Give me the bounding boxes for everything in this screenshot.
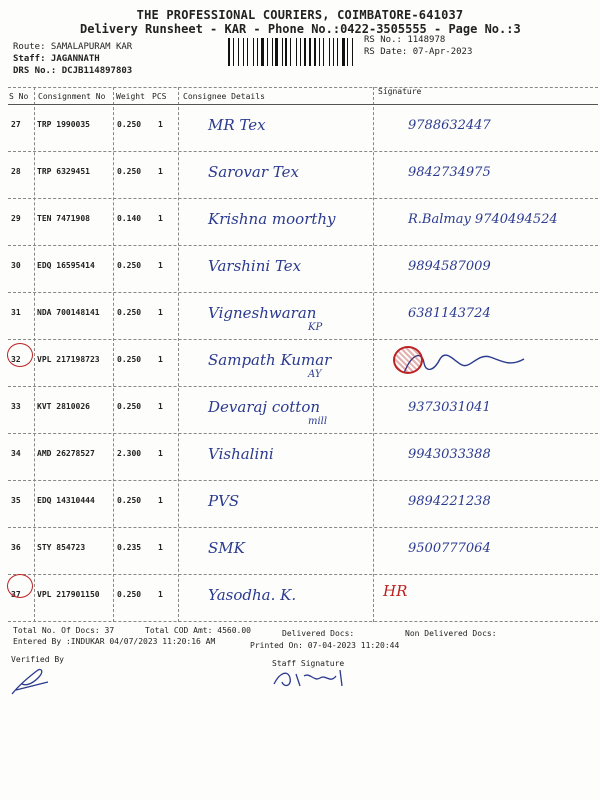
sno-cell: 32 [11,355,21,364]
consignment-cell: STY 854723 [37,543,86,552]
pcs-cell: 1 [158,167,163,176]
consignment-cell: TRP 6329451 [37,167,90,176]
weight-cell: 0.250 [117,167,142,176]
weight-cell: 0.235 [117,543,142,552]
col-header-weight: Weight [116,92,145,101]
pcs-cell: 1 [158,543,163,552]
pcs-cell: 1 [158,308,163,317]
pcs-cell: 1 [158,590,163,599]
company-title: THE PROFESSIONAL COURIERS, COIMBATORE-641037 [136,8,464,22]
col-header-consignee: Consignee Details [183,92,265,101]
signature-mark: 9788632447 [408,118,491,133]
staff-signature-mark [270,664,360,692]
runsheet-table [8,87,598,622]
sno-cell: 33 [11,402,21,411]
sno-cell: 30 [11,261,21,270]
table-row [8,245,598,292]
sno-cell: 37 [11,590,21,599]
table-row [8,339,598,386]
verified-by: Verified By [11,655,64,664]
pcs-cell: 1 [158,214,163,223]
total-docs: Total No. Of Docs: 37 [13,626,115,635]
signature-mark: HR [383,582,408,600]
col-header-sno: S No [9,92,29,101]
signature-mark: 9500777064 [408,541,491,556]
pcs-cell: 1 [158,449,163,458]
sno-cell: 29 [11,214,21,223]
sno-cell: 34 [11,449,21,458]
sno-cell: 27 [11,120,21,129]
weight-cell: 2.300 [117,449,142,458]
staff-label: Staff: JAGANNATH [13,54,100,64]
pcs-cell: 1 [158,120,163,129]
weight-cell: 0.250 [117,402,142,411]
consignee-name: Sampath Kumar [208,351,332,369]
consignment-cell: TEN 7471908 [37,214,90,223]
barcode [228,38,356,66]
signature-mark: 9943033388 [408,447,491,462]
table-row [8,386,598,433]
printed-on: Printed On: 07-04-2023 11:20:44 [250,641,400,650]
staff-signature: Staff Signature [272,659,345,668]
signature-mark: 9894221238 [408,494,491,509]
sno-cell: 31 [11,308,21,317]
weight-cell: 0.250 [117,355,142,364]
consignment-cell: VPL 217198723 [37,355,100,364]
weight-cell: 0.250 [117,120,142,129]
rs-number: RS No.: 1148978 [364,35,446,45]
signature-mark: 6381143724 [408,306,491,321]
consignment-cell: TRP 1990035 [37,120,90,129]
consignee-name: Krishna moorthy [208,210,336,228]
table-row [8,151,598,198]
signature-mark: 9842734975 [408,165,491,180]
non-delivered-docs: Non Delivered Docs: [405,629,497,638]
rs-date: RS Date: 07-Apr-2023 [364,47,473,57]
consignment-cell: EDQ 14310444 [37,496,95,505]
circle-mark [7,574,33,598]
consignee-name: Sarovar Tex [208,163,299,181]
weight-cell: 0.250 [117,308,142,317]
row-divider [8,621,598,622]
runsheet-title: Delivery Runsheet - KAR - Phone No.:0422-3505555 - Page No.:3 [80,22,521,36]
weight-cell: 0.250 [117,496,142,505]
weight-cell: 0.250 [117,590,142,599]
signature-mark: 9373031041 [408,400,491,415]
consignee-note: AY [308,369,322,380]
consignment-cell: VPL 217901150 [37,590,100,599]
table-row [8,433,598,480]
table-row [8,527,598,574]
sno-cell: 36 [11,543,21,552]
circle-mark [7,343,33,367]
route-label: Route: SAMALAPURAM KAR [13,42,133,52]
table-row [8,292,598,339]
consignee-note: mill [308,416,328,427]
consignment-cell: AMD 26278527 [37,449,95,458]
sno-cell: 28 [11,167,21,176]
consignment-cell: EDQ 16595414 [37,261,95,270]
signature-mark: 9894587009 [408,259,491,274]
total-cod: Total COD Amt: 4560.00 [145,626,251,635]
entered-by: Entered By :INDUKAR 04/07/2023 11:20:16 AM [13,637,216,646]
consignee-name: Yasodha. K. [208,586,297,604]
col-header-consignment: Consignment No [38,92,106,101]
consignee-name: MR Tex [208,116,266,134]
consignment-cell: KVT 2810026 [37,402,90,411]
consignee-name: Devaraj cotton [208,398,321,416]
consignee-name: Varshini Tex [208,257,302,275]
pcs-cell: 1 [158,496,163,505]
consignee-note: KP [308,322,323,333]
table-row [8,480,598,527]
consignee-name: SMK [208,539,245,557]
pcs-cell: 1 [158,261,163,270]
consignee-name: PVS [208,492,240,510]
signature-mark: R.Balmay 9740494524 [408,212,558,227]
verifier-signature-mark [8,662,58,698]
weight-cell: 0.250 [117,261,142,270]
consignment-cell: NDA 700148141 [37,308,100,317]
col-header-signature: Signature [378,87,422,96]
weight-cell: 0.140 [117,214,142,223]
delivered-docs: Delivered Docs: [282,629,355,638]
pcs-cell: 1 [158,355,163,364]
col-header-pcs: PCS [152,92,167,101]
consignee-name: Vishalini [208,445,274,463]
sno-cell: 35 [11,496,21,505]
drs-number: DRS No.: DCJB114897803 [13,66,133,76]
red-stamp [393,346,423,374]
table-row [8,104,598,151]
table-row [8,198,598,245]
consignee-name: Vigneshwaran [208,304,317,322]
table-row [8,574,598,621]
pcs-cell: 1 [158,402,163,411]
